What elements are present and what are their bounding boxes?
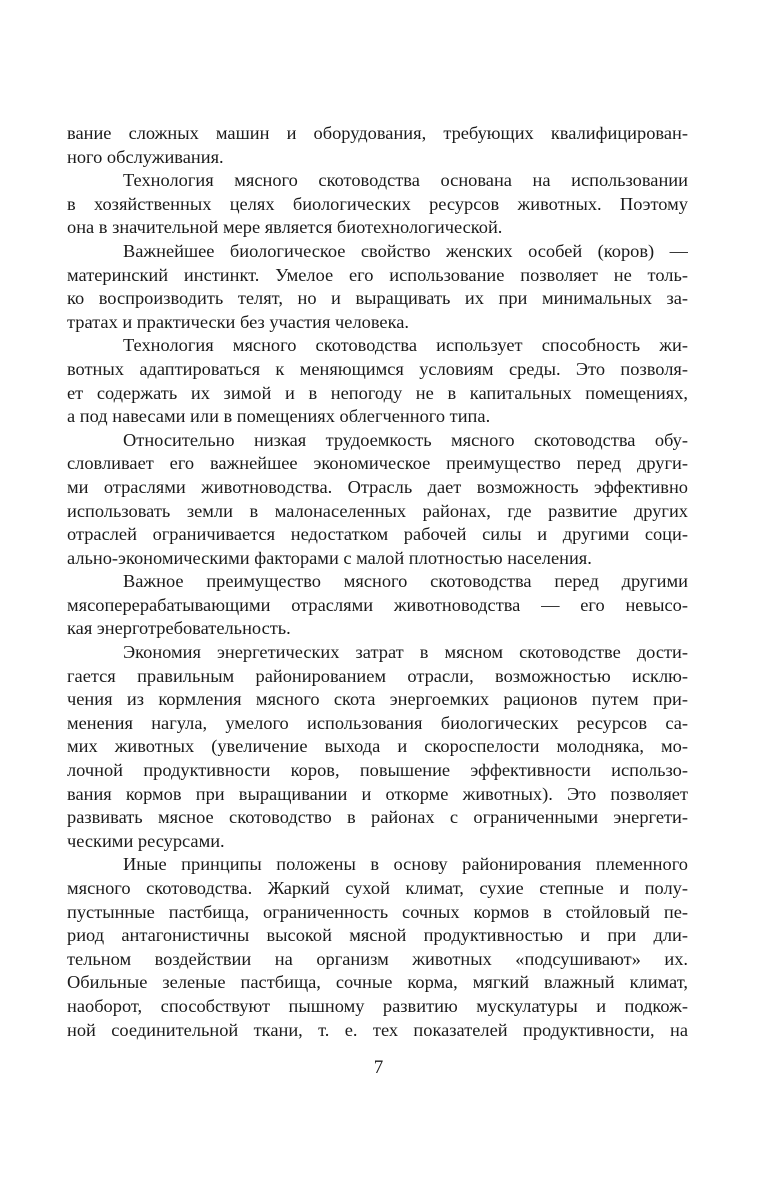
- text-line: вание сложных машин и оборудования, требующих квалифицирован-: [67, 123, 688, 143]
- text-line: ного обслуживания.: [67, 146, 224, 167]
- text-line: Относительно низкая трудоемкость мясного скотоводства обу-: [123, 429, 688, 450]
- text-line: материнский инстинкт. Умелое его использование позволяет не толь-: [67, 264, 688, 285]
- text-line: в хозяйственных целях биологических ресурсов животных. Поэтому: [67, 193, 688, 214]
- text-line: Обильные зеленые пастбища, сочные корма, мягкий влажный климат,: [67, 972, 688, 993]
- text-line: Экономия энергетических затрат в мясном скотоводстве дости-: [123, 642, 688, 663]
- page-number: 7: [373, 1057, 384, 1078]
- text-line: ческими ресурсами.: [67, 830, 225, 851]
- text-line: кая энерготребовательность.: [67, 618, 291, 639]
- text-line: мих животных (увеличение выхода и скороспелости молодняка, мо-: [67, 736, 688, 757]
- text-line: гается правильным районированием отрасли, возможностью исклю-: [67, 665, 688, 686]
- text-line: словливает его важнейшее экономическое преимущество перед други-: [67, 453, 688, 474]
- text-line: чения из кормления мясного скота энергоемких рационов путем при-: [67, 689, 688, 710]
- text-line: Важнейшее биологическое свойство женских особей (коров) —: [123, 240, 688, 261]
- text-line: ко воспроизводить телят, но и выращивать их при минимальных за-: [67, 288, 688, 309]
- text-line: отраслей ограничивается недостатком рабочей силы и другими соци-: [67, 524, 688, 545]
- text-line: Важное преимущество мясного скотоводства перед другими: [123, 571, 688, 592]
- body-text: [67, 122, 688, 1042]
- text-line: вотных адаптироваться к меняющимся условиям среды. Это позволя-: [67, 358, 688, 379]
- text-line: пустынные пастбища, ограниченность сочных кормов в стойловый пе-: [67, 901, 688, 922]
- text-line: менения нагула, умелого использования биологических ресурсов са-: [67, 712, 688, 733]
- text-line: ми отраслями животноводства. Отрасль дает возможность эффективно: [67, 476, 688, 497]
- text-line: тельном воздействии на организм животных «подсушивают» их.: [67, 948, 688, 969]
- text-line: она в значительной мере является биотехнологической.: [67, 217, 503, 238]
- text-line: наоборот, способствуют пышному развитию мускулатуры и подкож-: [67, 995, 688, 1016]
- text-line: мясоперерабатывающими отраслями животноводства — его невысо-: [67, 594, 688, 615]
- text-line: использовать земли в малонаселенных районах, где развитие других: [67, 500, 688, 521]
- text-line: мясного скотоводства. Жаркий сухой климат, сухие степные и полу-: [67, 878, 688, 898]
- text-line: ет содержать их зимой и в непогоду не в капитальных помещениях,: [67, 382, 688, 403]
- text-line: вания кормов при выращивании и откорме животных). Это позволяет: [67, 783, 688, 804]
- text-line: Технология мясного скотоводства основана на использовании: [123, 170, 688, 191]
- text-line: а под навесами или в помещениях облегченного типа.: [67, 406, 491, 427]
- text-line: Технология мясного скотоводства использует способность жи-: [123, 335, 688, 356]
- text-line: Иные принципы положены в основу районирования племенного: [123, 854, 688, 875]
- text-line: тратах и практически без участия человека.: [67, 311, 409, 332]
- text-line: ной соединительной ткани, т. е. тех показателей продуктивности, на: [67, 1019, 688, 1040]
- text-line: развивать мясное скотоводство в районах с ограниченными энергети-: [67, 807, 688, 828]
- text-line: лочной продуктивности коров, повышение эффективности использо-: [67, 760, 688, 781]
- text-line: риод антагонистичны высокой мясной продуктивностью и при дли-: [67, 925, 688, 946]
- text-line: ально-экономическими факторами с малой плотностью населения.: [67, 547, 592, 568]
